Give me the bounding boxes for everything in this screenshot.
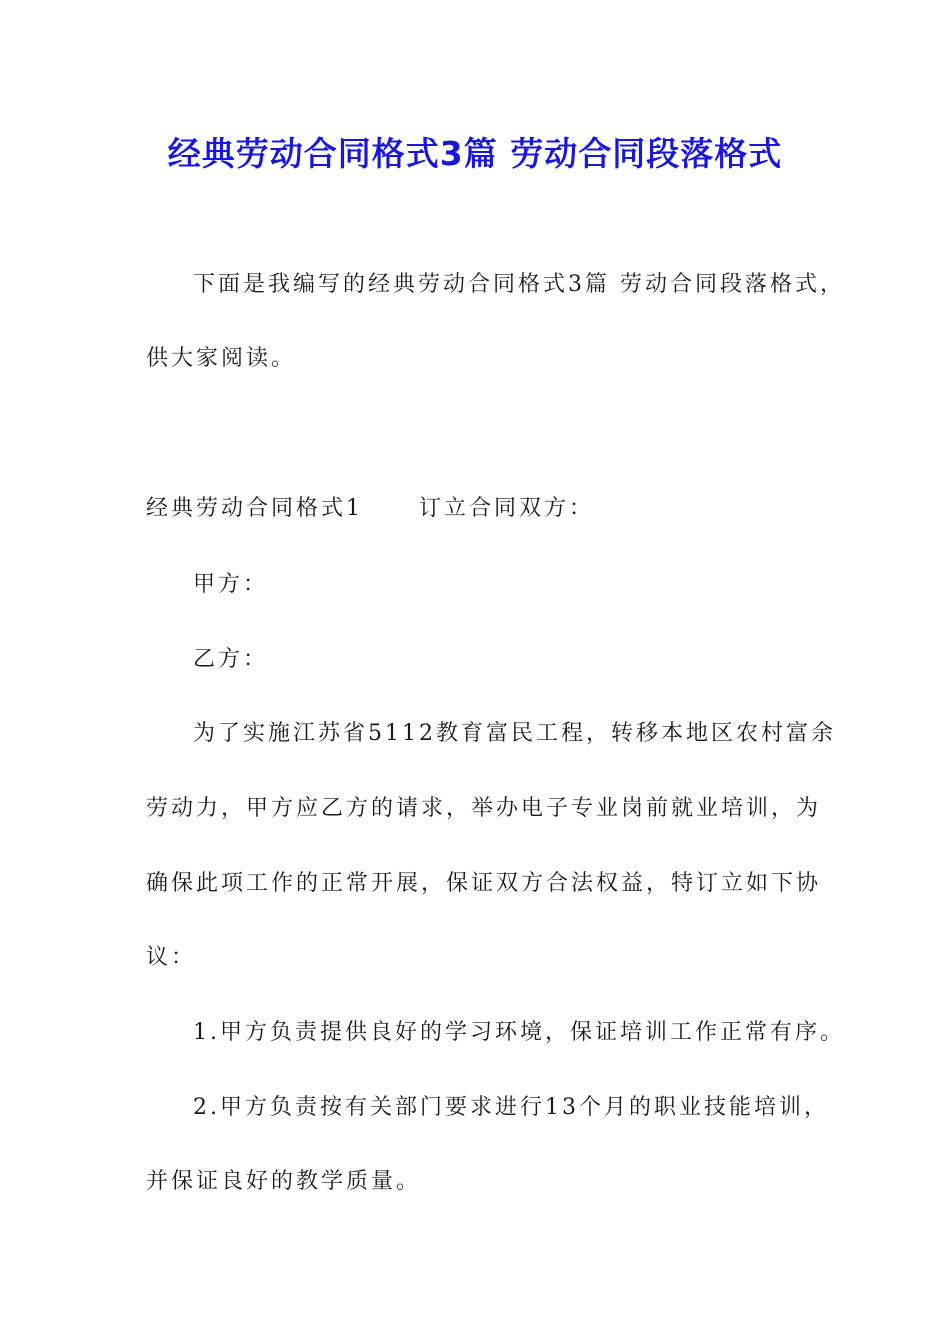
- purpose-line-4: 议：: [146, 945, 197, 970]
- clause-2-line-1: 2.甲方负责按有关部门要求进行13个月的职业技能培训，: [193, 1095, 829, 1120]
- party-b-label: 乙方：: [193, 647, 269, 672]
- section-heading-row: [146, 494, 594, 524]
- party-a-label: 甲方：: [193, 572, 269, 597]
- purpose-line-1: 为了实施江苏省5112教育富民工程，转移本地区农村富余: [193, 721, 836, 746]
- section-heading-tail: 订立合同双方：: [419, 496, 595, 521]
- purpose-line-3: 确保此项工作的正常开展，保证双方合法权益，特订立如下协: [146, 871, 822, 896]
- clause-2-line-2: 并保证良好的教学质量。: [146, 1169, 422, 1194]
- intro-line-2: 供大家阅读。: [146, 346, 297, 371]
- document-title: 经典劳动合同格式3篇 劳动合同段落格式: [167, 134, 783, 173]
- clause-1: 1.甲方负责提供良好的学习环境，保证培训工作正常有序。: [193, 1020, 845, 1045]
- purpose-line-2: 劳动力，甲方应乙方的请求，举办电子专业岗前就业培训，为: [146, 796, 822, 821]
- section-heading: 经典劳动合同格式1: [146, 496, 363, 521]
- intro-line-1: 下面是我编写的经典劳动合同格式3篇 劳动合同段落格式，: [193, 272, 845, 297]
